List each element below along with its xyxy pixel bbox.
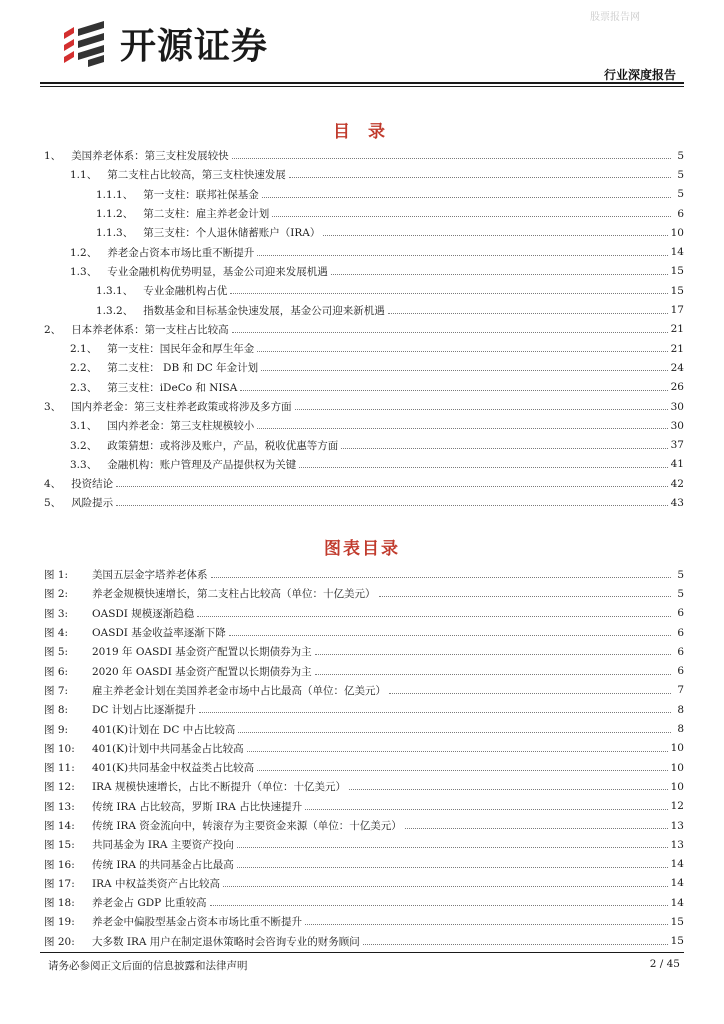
toc-entry-leader	[240, 390, 667, 391]
toc-entry[interactable]	[44, 378, 684, 397]
toc-entry[interactable]	[44, 320, 684, 339]
figure-entry-number: 图 20:	[44, 935, 75, 948]
toc-entry-number: 1.1.2、	[96, 208, 134, 221]
header-divider-thin	[40, 86, 684, 87]
figure-entry-number: 图 5:	[44, 646, 69, 659]
toc-entry-page: 24	[670, 361, 684, 374]
figure-entry-text: OASDI 基金收益率逐渐下降	[92, 627, 226, 640]
footer-disclaimer: 请务必参阅正文后面的信息披露和法律声明	[48, 960, 248, 972]
figure-entry-number: 图 8:	[44, 704, 69, 717]
figure-entry-number: 图 19:	[44, 916, 75, 929]
toc-entry-leader	[261, 370, 667, 371]
toc-entry[interactable]	[44, 146, 684, 165]
figure-entry-leader	[315, 654, 671, 655]
toc-entry[interactable]	[44, 165, 684, 184]
figure-entry-text: 养老金规模快速增长，第二支柱占比较高（单位：十亿美元）	[92, 588, 376, 601]
toc-entry-page: 43	[670, 496, 684, 509]
figure-entry-leader	[199, 712, 671, 713]
toc-entry-text: 指数基金和目标基金快速发展，基金公司迎来新机遇	[143, 304, 385, 317]
figure-entry-leader	[305, 924, 668, 925]
toc-entry[interactable]	[44, 300, 684, 319]
figure-entry-page: 7	[677, 684, 684, 697]
figure-entry[interactable]	[44, 739, 684, 758]
figure-entry-page: 6	[677, 607, 684, 620]
figure-entry-text: 大多数 IRA 用户在制定退休策略时会咨询专业的财务顾问	[92, 935, 360, 948]
toc-entry[interactable]	[44, 435, 684, 454]
toc-entry-text: 政策猜想：或将涉及账户，产品，税收优惠等方面	[107, 439, 339, 452]
toc-entry-number: 1.3.2、	[96, 304, 134, 317]
figure-entry[interactable]	[44, 661, 684, 680]
toc-entry[interactable]	[44, 281, 684, 300]
figure-entry[interactable]	[44, 854, 684, 873]
figure-entry[interactable]	[44, 642, 684, 661]
toc-entry-leader	[262, 197, 671, 198]
figure-entry-page: 8	[677, 723, 684, 736]
toc-entry-text: 第三支柱：iDeCo 和 NISA	[107, 381, 238, 394]
figure-entry-leader	[257, 770, 668, 771]
figure-entry-number: 图 13:	[44, 800, 75, 813]
figure-entry-page: 10	[670, 780, 684, 793]
toc-entry-leader	[257, 428, 667, 429]
toc-entry-text: 美国养老体系：第三支柱发展较快	[71, 150, 229, 163]
figure-entry[interactable]	[44, 623, 684, 642]
figure-entry-text: 养老金占 GDP 比重较高	[92, 897, 207, 910]
page-number: 2 / 45	[649, 958, 680, 970]
figure-entry-number: 图 2:	[44, 588, 69, 601]
figure-entry-text: 401(K)共同基金中权益类占比较高	[92, 762, 255, 775]
toc-entry-number: 1.3.1、	[96, 285, 134, 298]
figure-entry-leader	[247, 751, 668, 752]
toc-entry-page: 30	[670, 400, 684, 413]
figure-entry-number: 图 11:	[44, 762, 75, 775]
toc-entry-page: 26	[670, 381, 684, 394]
toc-entry[interactable]	[44, 493, 684, 512]
toc-entry-leader	[299, 467, 667, 468]
figure-entry[interactable]	[44, 604, 684, 623]
toc-entry-number: 1.1、	[70, 169, 98, 182]
figure-entry-leader	[238, 732, 671, 733]
figure-entry[interactable]	[44, 835, 684, 854]
footer-divider	[40, 952, 684, 953]
toc-entry-page: 15	[670, 284, 684, 297]
toc-entry-number: 1.2、	[70, 246, 98, 259]
figure-entry[interactable]	[44, 700, 684, 719]
figure-entry[interactable]	[44, 719, 684, 738]
figure-entry-leader	[363, 944, 668, 945]
toc-entry-number: 3.1、	[70, 420, 98, 433]
figure-entry[interactable]	[44, 777, 684, 796]
header-divider	[40, 82, 684, 84]
figure-entry-number: 图 1:	[44, 569, 69, 582]
watermark: 股票报告网	[590, 12, 640, 23]
toc-entry-leader	[116, 505, 667, 506]
figure-entry-number: 图 12:	[44, 781, 75, 794]
figure-entry-leader	[210, 905, 668, 906]
figure-entry-leader	[229, 635, 671, 636]
toc-entry-text: 日本养老体系：第一支柱占比较高	[71, 323, 229, 336]
figure-entry[interactable]	[44, 893, 684, 912]
toc-entry-text: 第二支柱：雇主养老金计划	[143, 208, 270, 221]
toc-entry-page: 41	[670, 458, 684, 471]
toc-entry-leader	[232, 332, 668, 333]
figure-entry-leader	[349, 789, 668, 790]
toc-entry-number: 1.1.3、	[96, 227, 134, 240]
figure-entry-page: 14	[670, 896, 684, 909]
figure-entry-page: 15	[670, 935, 684, 948]
figure-entry[interactable]	[44, 681, 684, 700]
figure-entry-text: 共同基金为 IRA 主要资产投向	[92, 839, 234, 852]
figure-entry-text: IRA 规模快速增长，占比不断提升（单位：十亿美元）	[92, 781, 346, 794]
figure-entry-text: 传统 IRA 资金流向中，转滚存为主要资金来源（单位：十亿美元）	[92, 820, 402, 832]
figure-entry-number: 图 10:	[44, 742, 75, 755]
figure-entry-text: OASDI 规模逐渐趋稳	[92, 607, 195, 620]
toc-entry-text: 专业金融机构优势明显，基金公司迎来发展机遇	[107, 265, 328, 278]
toc-entry-leader	[272, 216, 671, 217]
toc-entry-leader	[257, 255, 667, 256]
toc-entry-leader	[289, 177, 671, 178]
toc-entry-leader	[341, 448, 667, 449]
figure-entry-leader	[405, 828, 668, 829]
figure-entry-leader	[305, 809, 668, 810]
toc-entry-page: 14	[670, 246, 684, 259]
toc-entry-page: 15	[670, 265, 684, 278]
figure-entry-page: 10	[670, 742, 684, 755]
toc-list	[44, 146, 684, 513]
toc-entry-page: 21	[670, 323, 684, 336]
figure-entry-page: 15	[670, 915, 684, 928]
figures-list	[44, 565, 684, 951]
figure-entry-page: 13	[670, 819, 684, 832]
toc-entry-number: 1.3、	[70, 265, 98, 278]
figure-entry-page: 14	[670, 877, 684, 890]
figure-entry[interactable]	[44, 758, 684, 777]
figure-entry-number: 图 3:	[44, 607, 69, 620]
figure-entry-number: 图 14:	[44, 820, 75, 832]
toc-entry[interactable]	[44, 397, 684, 416]
toc-entry[interactable]	[44, 185, 684, 204]
figure-entry-leader	[379, 596, 672, 597]
toc-entry-leader	[232, 158, 671, 159]
brand-name: 开源证券	[120, 25, 269, 67]
figure-entry-text: 2020 年 OASDI 基金资产配置以长期债券为主	[92, 665, 312, 678]
toc-entry-text: 第一支柱：国民年金和厚生年金	[107, 343, 255, 356]
figure-entry-page: 6	[677, 626, 684, 639]
figure-entry-number: 图 16:	[44, 858, 75, 871]
figure-entry-page: 8	[677, 703, 684, 716]
toc-entry[interactable]	[44, 474, 684, 493]
toc-entry-text: 养老金占资本市场比重不断提升	[107, 246, 255, 259]
toc-entry-text: 风险提示	[71, 497, 114, 510]
toc-entry[interactable]	[44, 262, 684, 281]
toc-entry-leader	[116, 486, 667, 487]
figure-entry-number: 图 15:	[44, 839, 75, 852]
toc-entry-number: 1、	[44, 150, 62, 163]
kaiyuan-logo-icon	[60, 19, 112, 67]
figure-entry-leader	[197, 616, 671, 617]
toc-entry-leader	[331, 274, 668, 275]
toc-entry[interactable]	[44, 242, 684, 261]
toc-entry-number: 3.3、	[70, 458, 98, 471]
toc-entry-page: 5	[677, 188, 684, 201]
toc-entry-page: 10	[670, 226, 684, 239]
figure-entry-leader	[223, 886, 668, 887]
toc-entry-number: 5、	[44, 497, 62, 510]
toc-entry-page: 5	[677, 149, 684, 162]
figure-entry-number: 图 9:	[44, 723, 69, 736]
figure-entry-page: 10	[670, 761, 684, 774]
toc-entry[interactable]	[44, 204, 684, 223]
toc-entry-text: 国内养老金：第三支柱规模较小	[107, 420, 255, 433]
figure-entry-number: 图 4:	[44, 627, 69, 640]
toc-entry-page: 5	[677, 168, 684, 181]
figure-entry-number: 图 17:	[44, 877, 75, 890]
toc-entry-number: 2.2、	[70, 362, 98, 375]
figure-entry-leader	[389, 693, 671, 694]
toc-entry-page: 6	[677, 207, 684, 220]
figure-entry-text: 传统 IRA 占比较高，罗斯 IRA 占比快速提升	[92, 800, 303, 813]
toc-entry-leader	[388, 313, 668, 314]
toc-entry-leader	[295, 409, 668, 410]
toc-title: 目 录	[333, 122, 391, 142]
figure-entry-leader	[315, 674, 671, 675]
toc-entry[interactable]	[44, 416, 684, 435]
figure-entry-text: 401(K)计划中共同基金占比较高	[92, 742, 244, 755]
figure-entry[interactable]	[44, 912, 684, 931]
toc-entry-text: 专业金融机构占优	[143, 285, 228, 298]
figure-entry-leader	[237, 867, 668, 868]
toc-entry-page: 21	[670, 342, 684, 355]
toc-entry-leader	[257, 351, 667, 352]
toc-entry-leader	[230, 293, 667, 294]
toc-entry-number: 2、	[44, 323, 62, 336]
toc-entry-text: 第一支柱：联邦社保基金	[143, 188, 259, 201]
figure-entry-page: 6	[677, 665, 684, 678]
figure-entry[interactable]	[44, 816, 684, 835]
figure-entry-text: 401(K)计划在 DC 中占比较高	[92, 723, 236, 736]
toc-entry-number: 2.1、	[70, 343, 98, 356]
figure-entry[interactable]	[44, 584, 684, 603]
toc-entry-number: 2.3、	[70, 381, 98, 394]
figure-entry-number: 图 6:	[44, 665, 69, 678]
figure-entry-page: 5	[677, 587, 684, 600]
figure-entry[interactable]	[44, 797, 684, 816]
figure-entry-text: 传统 IRA 的共同基金占比最高	[92, 858, 234, 871]
toc-entry-text: 第二支柱： DB 和 DC 年金计划	[107, 362, 259, 375]
figure-entry-page: 14	[670, 858, 684, 871]
figure-entry-page: 13	[670, 838, 684, 851]
toc-entry-text: 第二支柱占比较高，第三支柱快速发展	[107, 169, 286, 182]
toc-entry-number: 1.1.1、	[96, 188, 134, 201]
figure-entry-number: 图 7:	[44, 684, 69, 697]
figure-entry-page: 12	[670, 800, 684, 813]
figure-entry-text: 美国五层金字塔养老体系	[92, 569, 208, 582]
figure-entry[interactable]	[44, 874, 684, 893]
toc-entry-number: 3、	[44, 401, 62, 413]
toc-entry-text: 第三支柱：个人退休储蓄账户（IRA）	[143, 227, 321, 240]
toc-entry-page: 30	[670, 419, 684, 432]
figure-entry-page: 6	[677, 645, 684, 658]
figure-entry[interactable]	[44, 565, 684, 584]
toc-entry[interactable]	[44, 339, 684, 358]
figure-entry-leader	[211, 577, 672, 578]
toc-entry-page: 17	[670, 304, 684, 317]
toc-entry-number: 3.2、	[70, 439, 98, 452]
toc-entry-text: 国内养老金：第三支柱养老政策或将涉及多方面	[71, 401, 292, 413]
figure-entry-number: 图 18:	[44, 897, 75, 910]
report-type: 行业深度报告	[603, 68, 676, 82]
toc-entry-text: 金融机构：账户管理及产品提供权为关键	[107, 458, 297, 471]
figure-entry-text: IRA 中权益类资产占比较高	[92, 877, 220, 890]
toc-entry-text: 投资结论	[71, 478, 114, 491]
toc-entry-leader	[323, 235, 667, 236]
figure-entry-text: 养老金中偏股型基金占资本市场比重不断提升	[92, 916, 302, 929]
figure-entry-page: 5	[677, 568, 684, 581]
figures-title: 图表目录	[324, 539, 400, 559]
figure-entry-leader	[237, 847, 668, 848]
figure-entry[interactable]	[44, 932, 684, 951]
toc-entry[interactable]	[44, 223, 684, 242]
brand-logo	[60, 18, 268, 68]
toc-entry[interactable]	[44, 358, 684, 377]
figure-entry-text: DC 计划占比逐渐提升	[92, 704, 196, 717]
figure-entry-text: 雇主养老金计划在美国养老金市场中占比最高（单位：亿美元）	[92, 684, 386, 697]
toc-entry-number: 4、	[44, 478, 62, 491]
figure-entry-text: 2019 年 OASDI 基金资产配置以长期债券为主	[92, 646, 312, 659]
toc-entry-page: 42	[670, 477, 684, 490]
toc-entry-page: 37	[670, 439, 684, 452]
toc-entry[interactable]	[44, 455, 684, 474]
